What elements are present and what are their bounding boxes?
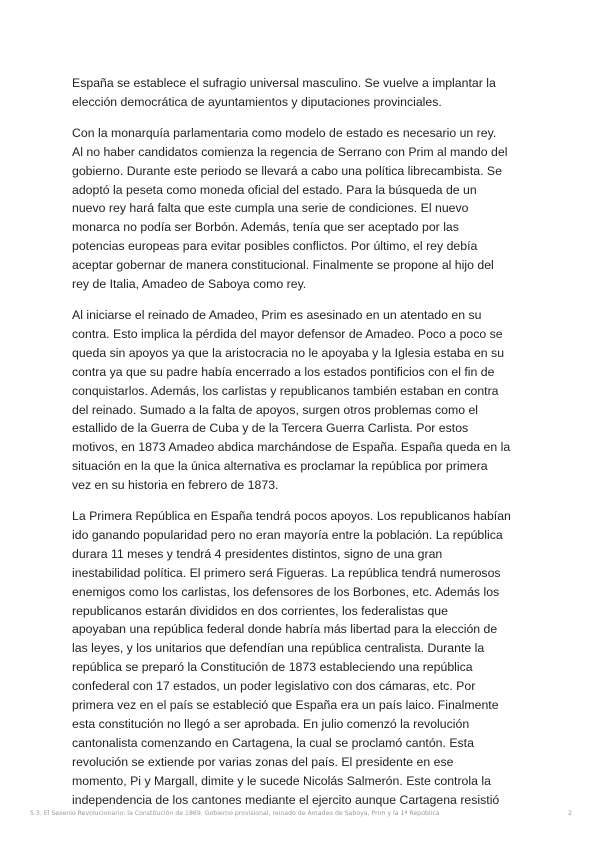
text-line: adoptó la peseta como moneda oficial del estado. Para la búsqueda de un	[72, 182, 477, 197]
text-line: elección democrática de ayuntamientos y diputaciones provinciales.	[72, 94, 442, 109]
text-line: primera vez en el país se estableció que España era un país laico. Finalmente	[72, 698, 499, 713]
text-line: república se preparó la Constitución de 1873 estableciendo una república	[72, 660, 473, 675]
text-line: republicanos estarán divididos en dos corrientes, los federalistas que	[72, 603, 448, 618]
text-line: estallido de la Guerra de Cuba y de la Tercera Guerra Carlista. Por estos	[72, 421, 469, 436]
text-line: cantonalista comenzando en Cartagena, la cual se proclamó cantón. Esta	[72, 735, 474, 750]
text-line: gobierno. Durante este periodo se llevará a cabo una política librecambista. Se	[72, 163, 502, 178]
text-line: conquistarlos. Además, los carlistas y republicanos también estaban en contra	[72, 383, 499, 398]
text-line: España se establece el sufragio universal masculino. Se vuelve a implantar la	[72, 76, 496, 90]
text-line: La Primera República en España tendrá pocos apoyos. Los republicanos habían	[72, 509, 511, 524]
page-footer	[30, 810, 572, 817]
text-line: vez en su historia en febrero de 1873.	[72, 478, 279, 493]
text-line: confederal con 17 estados, un poder legislativo con dos cámaras, etc. Por	[72, 679, 476, 694]
paragraph-4	[72, 507, 528, 810]
text-line: motivos, en 1873 Amadeo abdica marchándose de España. España queda en la	[72, 440, 511, 455]
paragraph-2	[72, 124, 528, 294]
text-line: potencias europeas para evitar posibles conflictos. Por último, el rey debía	[72, 239, 478, 254]
text-line: monarca no podía ser Borbón. Además, tenía que ser aceptado por las	[72, 220, 459, 235]
text-line: inestabilidad política. El primero será Figueras. La república tendrá numerosos	[72, 565, 501, 580]
text-line: situación en la que la única alternativa es proclamar la república por primera	[72, 459, 488, 474]
text-line: aceptar gobernar de manera constitucional. Finalmente se propone al hijo del	[72, 258, 494, 273]
text-line: revolución se extiende por varias zonas del país. El presidente en ese	[72, 754, 454, 769]
text-line: contra ya que su padre había encerrado a los estados pontificios con el fin de	[72, 364, 495, 379]
text-line: durara 11 meses y tendrá 4 presidentes distintos, signo de una gran	[72, 546, 443, 561]
text-line: nuevo rey hará falta que este cumpla una serie de condiciones. El nuevo	[72, 201, 469, 216]
page-number: 2	[568, 810, 572, 817]
paragraph-1	[72, 74, 528, 112]
text-line: independencia de los cantones mediante el ejercito aunque Cartagena resistió	[72, 792, 500, 807]
footer-title: 5.3. El Sexenio Revolucionario: la Constitución de 1869. Gobierno provisional, reinado de Amadeo de Saboya, Prim y la 1ª República	[30, 810, 440, 817]
text-line: las leyes, y los unitarios que defendían una república centralista. Durante la	[72, 641, 485, 656]
text-line: del reinado. Sumado a la falta de apoyos, surgen otros problemas como el	[72, 402, 479, 417]
text-line: queda sin apoyos ya que la aristocracia no le apoyaba y la Iglesia estaba en su	[72, 345, 505, 360]
text-line: momento, Pi y Margall, dimite y le sucede Nicolás Salmerón. Este controla la	[72, 773, 491, 788]
text-line: ido ganando popularidad pero no eran mayoría entre la población. La república	[72, 527, 503, 542]
text-line: contra. Esto implica la pérdida del mayor defensor de Amadeo. Poco a poco se	[72, 326, 503, 341]
paragraph-3	[72, 306, 528, 495]
text-line: esta constitución no llegó a ser aprobada. En julio comenzó la revolución	[72, 717, 470, 731]
document-body	[72, 74, 528, 822]
text-line: enemigos como los carlistas, los defensores de los Borbones, etc. Además los	[72, 584, 500, 599]
text-line: Al no haber candidatos comienza la regencia de Serrano con Prim al mando del	[72, 144, 508, 159]
text-line: apoyaban una república federal donde habría más libertad para la elección de	[72, 622, 498, 637]
text-line: rey de Italia, Amadeo de Saboya como rey.	[72, 277, 307, 292]
text-line: Al iniciarse el reinado de Amadeo, Prim es asesinado en un atentado en su	[72, 307, 482, 322]
text-line: Con la monarquía parlamentaria como modelo de estado es necesario un rey.	[72, 125, 497, 140]
